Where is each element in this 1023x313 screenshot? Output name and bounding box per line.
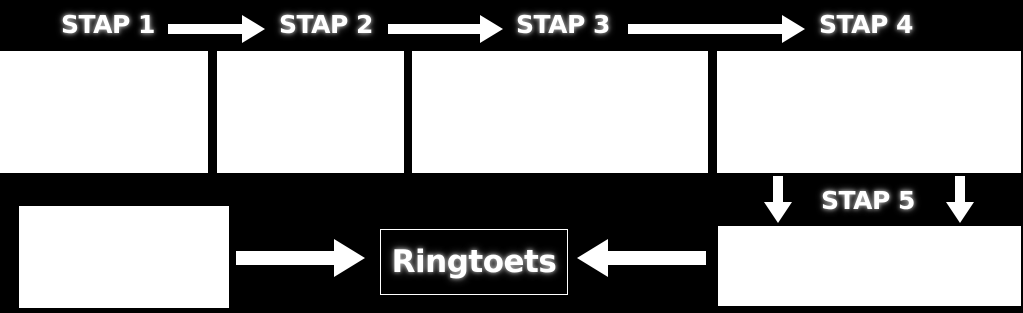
step-2-label: STAP 2 [279,10,373,39]
arrow-right-icon [628,14,806,44]
arrow-down-icon [763,176,793,224]
step-1-box [0,51,208,173]
arrow-down-icon [945,176,975,224]
arrow-right-icon [388,14,504,44]
arrow-right-icon [168,14,266,44]
bottom-left-box [19,206,229,308]
arrow-left-icon [577,238,707,278]
step-3-box [412,51,708,173]
ringtoets-box [380,229,568,295]
step-2-box [217,51,404,173]
ringtoets-label: Ringtoets [391,244,557,280]
step-3-label: STAP 3 [516,10,610,39]
step-1-label: STAP 1 [61,10,155,39]
step-4-box [717,51,1021,173]
step-5-label: STAP 5 [821,186,915,215]
arrow-right-icon [236,238,366,278]
step-5-box [718,226,1021,306]
step-4-label: STAP 4 [819,10,913,39]
